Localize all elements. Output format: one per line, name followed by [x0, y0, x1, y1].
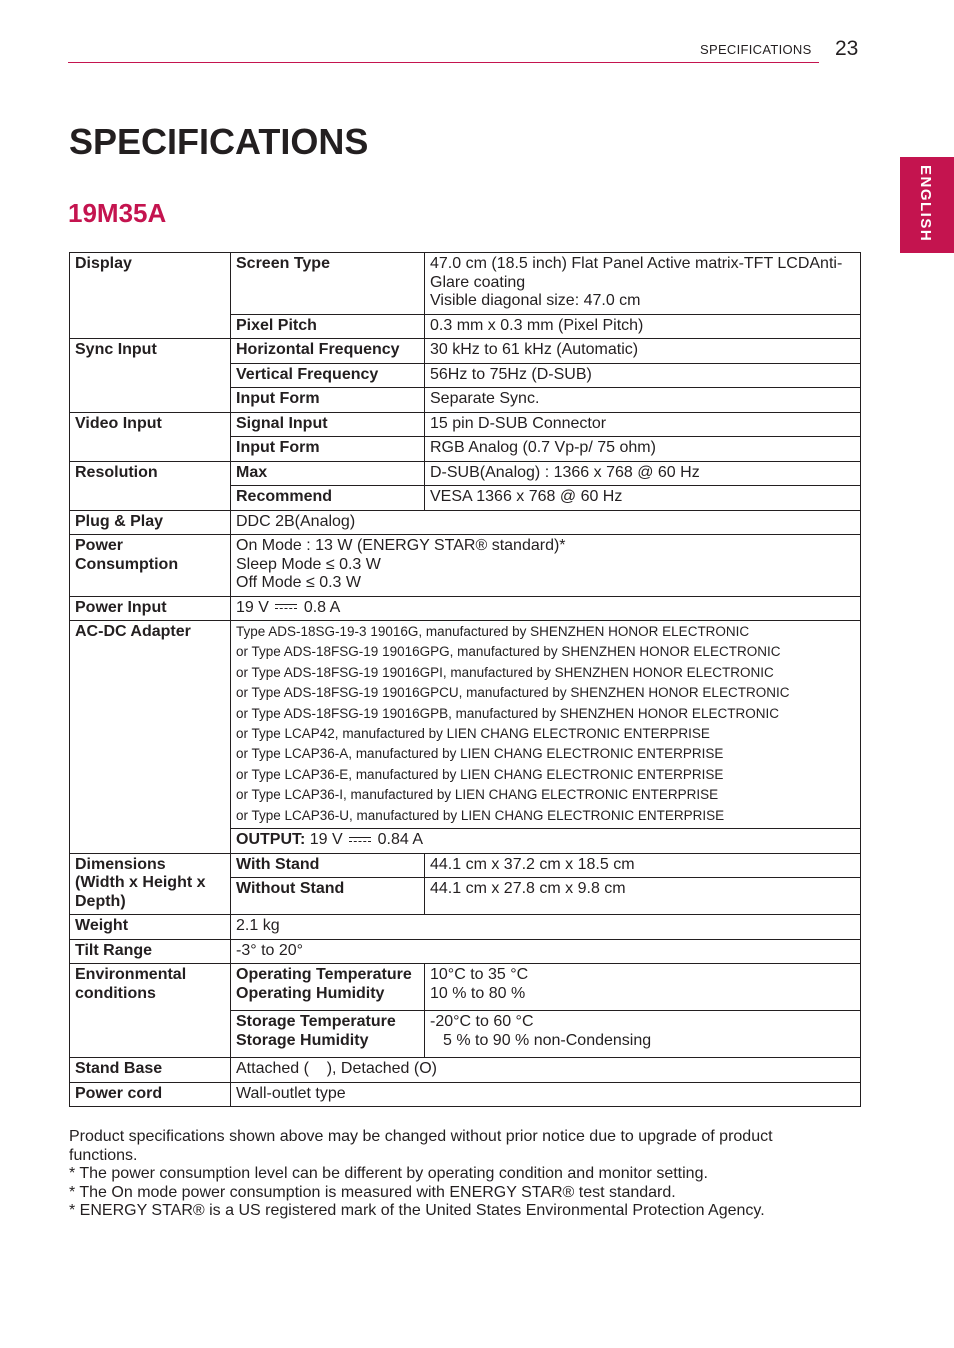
value-adapter-types	[231, 621, 861, 829]
language-tab-label: ENGLISH	[917, 165, 934, 243]
adapter-type-line: or Type ADS-18FSG-19 19016GPCU, manufactured by SHENZHEN HONOR ELECTRONIC	[236, 685, 790, 701]
row-label-weight: Weight	[70, 915, 231, 940]
table-row	[70, 253, 861, 315]
footnotes	[69, 1128, 829, 1221]
label-line: Dimensions	[75, 855, 166, 873]
table-row	[70, 1058, 861, 1083]
adapter-type-line: or Type LCAP36-U, manufactured by LIEN CHANG ELECTRONIC ENTERPRISE	[236, 807, 725, 823]
storage-humidity: 5 % to 90 % non-Condensing	[443, 1031, 652, 1049]
table-row	[70, 461, 861, 486]
value-without-stand: 44.1 cm x 27.8 cm x 9.8 cm	[425, 878, 861, 915]
value-storage	[425, 1011, 861, 1058]
value-screen-type	[425, 253, 861, 315]
sub-label-storage	[231, 1011, 425, 1058]
adapter-type-line: or Type LCAP36-A, manufactured by LIEN CHANG ELECTRONIC ENTERPRISE	[236, 746, 724, 762]
adapter-type-line: or Type ADS-18FSG-19 19016GPG, manufactured by SHENZHEN HONOR ELECTRONIC	[236, 644, 781, 660]
footnote: * ENERGY STAR® is a US registered mark of the United States Environmental Protection Agency.	[69, 1202, 765, 1219]
row-label-video-input: Video Input	[70, 412, 231, 461]
value-adapter-output	[231, 829, 861, 854]
table-row	[70, 596, 861, 621]
row-label-display: Display	[70, 253, 231, 339]
power-consumption-line: On Mode : 13 W (ENERGY STAR® standard)*	[236, 537, 566, 554]
sub-label-operating	[231, 964, 425, 1011]
value-plug-play: DDC 2B(Analog)	[231, 510, 861, 535]
sub-label-video-input-form: Input Form	[231, 437, 425, 462]
screen-type-line: Glare coating	[430, 273, 526, 291]
label-line: Power	[75, 537, 124, 554]
storage-temperature: -20°C to 60 °C	[430, 1013, 534, 1031]
value-power-cord: Wall-outlet type	[231, 1082, 861, 1107]
sub-label-vertical-frequency: Vertical Frequency	[231, 363, 425, 388]
label-line: Consumption	[75, 555, 179, 573]
table-row	[70, 621, 861, 829]
label-line: conditions	[75, 984, 156, 1002]
header-section-label: SPECIFICATIONS	[700, 42, 812, 57]
sub-label-max: Max	[231, 461, 425, 486]
output-current: 0.84 A	[377, 831, 423, 849]
value-power-consumption	[231, 535, 861, 597]
table-row	[70, 915, 861, 940]
label-line: Storage Temperature	[236, 1013, 396, 1031]
row-label-plug-play: Plug & Play	[70, 510, 231, 535]
screen-type-line: 47.0 cm (18.5 inch) Flat Panel Active matrix-TFT LCDAnti-	[430, 255, 843, 272]
dc-symbol-icon	[349, 836, 371, 844]
footnote: * The power consumption level can be different by operating condition and monitor setting.	[69, 1165, 708, 1182]
table-row	[70, 535, 861, 597]
power-input-current: 0.8 A	[303, 598, 341, 616]
header-divider	[68, 62, 819, 63]
row-label-sync-input: Sync Input	[70, 339, 231, 413]
label-line: Operating Humidity	[236, 984, 385, 1002]
sub-label-recommend: Recommend	[231, 486, 425, 511]
row-label-stand-base: Stand Base	[70, 1058, 231, 1083]
operating-humidity: 10 % to 80 %	[430, 984, 526, 1002]
specifications-table	[69, 252, 861, 1107]
value-weight: 2.1 kg	[231, 915, 861, 940]
page-number: 23	[835, 37, 859, 60]
operating-temperature: 10°C to 35 °C	[430, 966, 529, 984]
model-heading: 19M35A	[68, 198, 167, 228]
table-row	[70, 339, 861, 364]
table-row	[70, 510, 861, 535]
output-voltage: 19 V	[309, 831, 343, 849]
table-row	[70, 964, 861, 1011]
page-title: SPECIFICATIONS	[69, 121, 369, 162]
adapter-type-line: or Type LCAP36-I, manufactured by LIEN CHANG ELECTRONIC ENTERPRISE	[236, 787, 719, 803]
value-tilt-range: -3° to 20°	[231, 939, 861, 964]
table-row	[70, 1082, 861, 1107]
value-max-resolution: D-SUB(Analog) : 1366 x 768 @ 60 Hz	[425, 461, 861, 486]
label-line: Environmental	[75, 966, 187, 984]
sub-label-with-stand: With Stand	[231, 853, 425, 878]
label-line: Depth)	[75, 892, 126, 910]
value-operating	[425, 964, 861, 1011]
value-sync-input-form: Separate Sync.	[425, 388, 861, 413]
row-label-dimensions	[70, 853, 231, 915]
value-with-stand: 44.1 cm x 37.2 cm x 18.5 cm	[425, 853, 861, 878]
sub-label-screen-type: Screen Type	[231, 253, 425, 315]
label-line: Operating Temperature	[236, 966, 412, 984]
value-recommend-resolution: VESA 1366 x 768 @ 60 Hz	[425, 486, 861, 511]
value-signal-input: 15 pin D-SUB Connector	[425, 412, 861, 437]
adapter-type-line: or Type ADS-18FSG-19 19016GPB, manufactured by SHENZHEN HONOR ELECTRONIC	[236, 705, 779, 721]
adapter-type-line: or Type LCAP42, manufactured by LIEN CHANG ELECTRONIC ENTERPRISE	[236, 726, 710, 742]
value-horizontal-frequency: 30 kHz to 61 kHz (Automatic)	[425, 339, 861, 364]
value-video-input-form: RGB Analog (0.7 Vp-p/ 75 ohm)	[425, 437, 861, 462]
value-stand-base: Attached ( ), Detached (O)	[231, 1058, 861, 1083]
power-consumption-line: Sleep Mode ≤ 0.3 W	[236, 555, 381, 573]
output-label: OUTPUT:	[236, 831, 306, 849]
footnote: Product specifications shown above may be changed without prior notice due to upgrade of product functions.	[69, 1128, 773, 1164]
row-label-resolution: Resolution	[70, 461, 231, 510]
label-line: Storage Humidity	[236, 1031, 369, 1049]
power-input-voltage: 19 V	[236, 598, 269, 616]
row-label-ac-dc-adapter: AC-DC Adapter	[70, 621, 231, 854]
table-row	[70, 853, 861, 878]
row-label-power-consumption	[70, 535, 231, 597]
row-label-tilt-range: Tilt Range	[70, 939, 231, 964]
adapter-type-line: or Type ADS-18FSG-19 19016GPI, manufactured by SHENZHEN HONOR ELECTRONIC	[236, 664, 774, 680]
value-vertical-frequency: 56Hz to 75Hz (D-SUB)	[425, 363, 861, 388]
row-label-power-input: Power Input	[70, 596, 231, 621]
footnote: * The On mode power consumption is measured with ENERGY STAR® test standard.	[69, 1183, 676, 1201]
table-row	[70, 939, 861, 964]
power-consumption-line: Off Mode ≤ 0.3 W	[236, 574, 361, 591]
sub-label-signal-input: Signal Input	[231, 412, 425, 437]
sub-label-pixel-pitch: Pixel Pitch	[231, 314, 425, 339]
value-power-input	[231, 596, 861, 621]
row-label-environmental	[70, 964, 231, 1058]
screen-type-line: Visible diagonal size: 47.0 cm	[430, 292, 641, 309]
sub-label-horizontal-frequency: Horizontal Frequency	[231, 339, 425, 364]
adapter-type-line: or Type LCAP36-E, manufactured by LIEN CHANG ELECTRONIC ENTERPRISE	[236, 766, 724, 782]
sub-label-without-stand: Without Stand	[231, 878, 425, 915]
row-label-power-cord: Power cord	[70, 1082, 231, 1107]
sub-label-sync-input-form: Input Form	[231, 388, 425, 413]
dc-symbol-icon	[275, 603, 297, 611]
value-pixel-pitch: 0.3 mm x 0.3 mm (Pixel Pitch)	[425, 314, 861, 339]
table-row	[70, 412, 861, 437]
language-tab	[900, 157, 954, 253]
adapter-type-line: Type ADS-18SG-19-3 19016G, manufactured by SHENZHEN HONOR ELECTRONIC	[236, 624, 750, 639]
label-line: (Width x Height x	[75, 874, 206, 892]
